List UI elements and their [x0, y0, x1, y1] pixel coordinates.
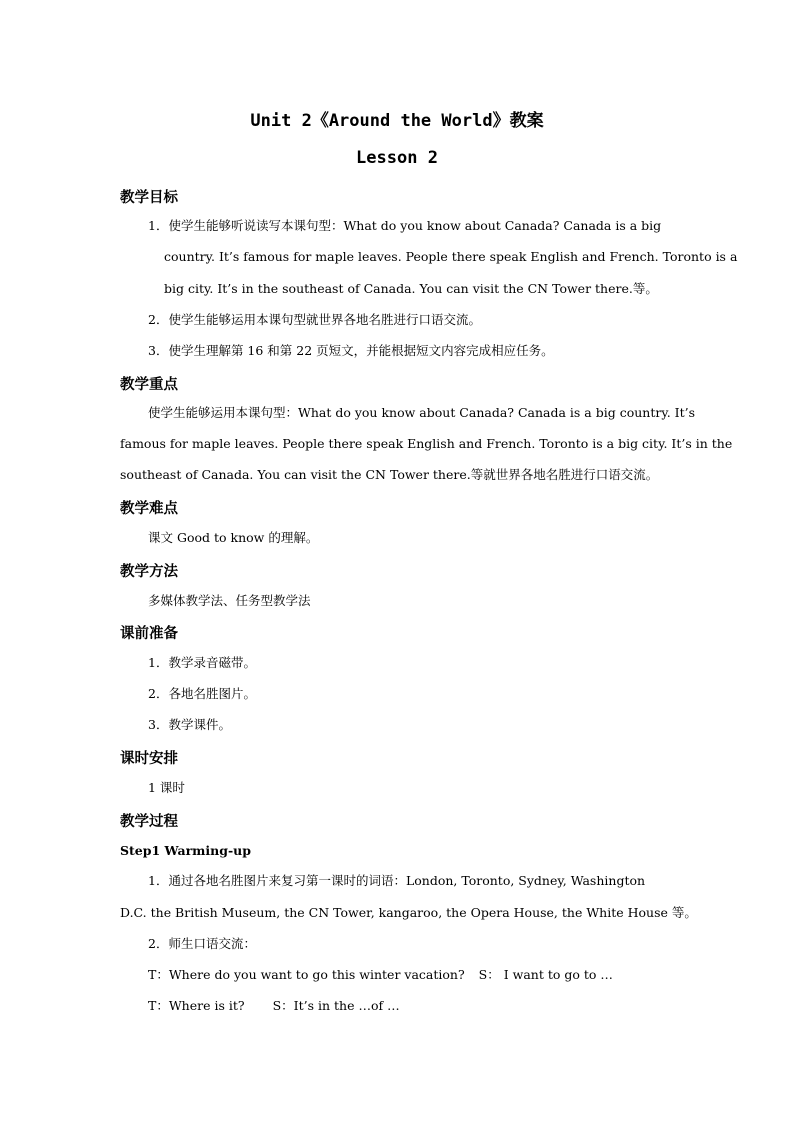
key-points-line-2: famous for maple leaves. People there speak English and French. Toronto is a big city. It’s in the	[120, 436, 733, 451]
objective-item-2: 2．使学生能够运用本课句型就世界各地名胜进行口语交流。	[148, 312, 481, 327]
dialog-2-student: S：It’s in the …of …	[272, 998, 400, 1013]
key-points-line-1: 使学生能够运用本课句型：What do you know about Canada? Canada is a big country. It’s	[148, 405, 696, 420]
process-heading: 教学过程	[120, 814, 178, 830]
objective-item-3: 3．使学生理解第 16 和第 22 页短文，并能根据短文内容完成相应任务。	[148, 343, 554, 358]
preparation-item-3: 3．教学课件。	[148, 717, 231, 732]
objectives-heading: 教学目标	[120, 190, 178, 206]
dialog-2-teacher: T：Where is it?	[148, 998, 245, 1013]
difficulties-line-1: 课文 Good to know 的理解。	[148, 530, 319, 545]
dialog-1-teacher: T：Where do you want to go this winter vacation?	[148, 967, 465, 982]
dialog-1-student: S： I want to go to …	[478, 967, 613, 982]
preparation-item-2: 2．各地名胜图片。	[148, 686, 256, 701]
objective-item-1-line-1: 1．使学生能够听说读写本课句型：What do you know about Canada? Canada is a big	[148, 218, 662, 233]
schedule-heading: 课时安排	[120, 751, 178, 767]
preparation-heading: 课前准备	[120, 626, 178, 642]
objective-item-1-line-2: country. It’s famous for maple leaves. People there speak English and French. Toronto is a	[164, 249, 738, 264]
methods-line-1: 多媒体教学法、任务型教学法	[148, 593, 311, 608]
difficulties-heading: 教学难点	[120, 501, 178, 517]
dialog-line-2	[148, 997, 400, 1015]
key-points-line-3: southeast of Canada. You can visit the CN Tower there.等就世界各地名胜进行口语交流。	[120, 467, 659, 482]
document-title: Unit 2《Around the World》教案	[250, 111, 544, 131]
lesson-subtitle: Lesson 2	[356, 148, 438, 168]
schedule-line-1: 1 课时	[148, 780, 185, 795]
process-item-1-line-1: 1．通过各地名胜图片来复习第一课时的词语：London, Toronto, Sydney, Washington	[148, 873, 646, 888]
preparation-item-1: 1．教学录音磁带。	[148, 655, 256, 670]
process-item-2: 2．师生口语交流：	[148, 936, 256, 951]
step1-title: Step1 Warming-up	[120, 843, 251, 858]
objective-item-1-line-3: big city. It’s in the southeast of Canada. You can visit the CN Tower there.等。	[164, 281, 658, 296]
key-points-heading: 教学重点	[120, 377, 178, 393]
methods-heading: 教学方法	[120, 564, 178, 580]
dialog-line-1	[148, 966, 613, 984]
process-item-1-line-2: D.C. the British Museum, the CN Tower, kangaroo, the Opera House, the White House 等。	[120, 905, 697, 920]
